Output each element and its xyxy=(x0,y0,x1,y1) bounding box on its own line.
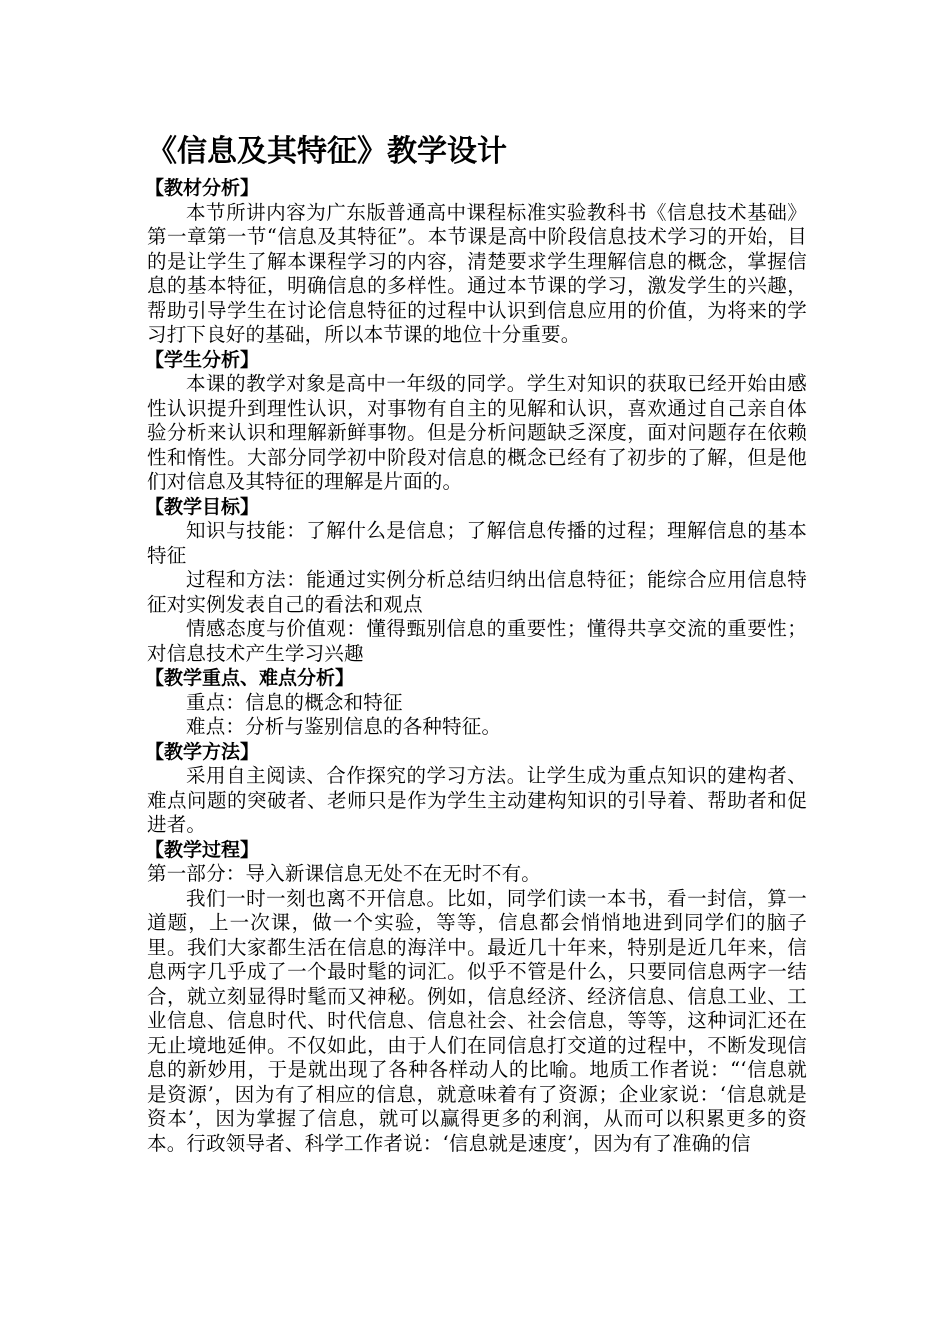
paragraph-process-part1-title: 第一部分：导入新课信息无处不在无时不有。 xyxy=(147,862,542,885)
section-heading-key-points: 【教学重点、难点分析】 xyxy=(145,667,355,689)
section-heading-textbook-analysis: 【教材分析】 xyxy=(145,177,260,199)
section-heading-teaching-process: 【教学过程】 xyxy=(145,838,260,861)
paragraph-student-analysis: 本课的教学对象是高中一年级的同学。学生对知识的获取已经开始由感性认识提升到理性认识，对事物有自主的见解和认识，喜欢通过自己亲自体验分析来认识和理解新鲜事物。但是分析问题缺乏深度，面对问题存在依赖性和惰性。大部分同学初中阶段对信息的概念已经有了初步的了解，但是他们对信息及其特征的理解是片面的。 xyxy=(147,372,807,493)
paragraph-teaching-methods: 采用自主阅读、合作探究的学习方法。让学生成为重点知识的建构者、难点问题的突破者、老师只是作为学生主动建构知识的引导着、帮助者和促进者。 xyxy=(147,764,807,836)
section-heading-teaching-methods: 【教学方法】 xyxy=(145,740,260,763)
paragraph-difficult-point: 难点：分析与鉴别信息的各种特征。 xyxy=(186,715,502,738)
section-heading-student-analysis: 【学生分析】 xyxy=(145,348,260,371)
paragraph-textbook-analysis: 本节所讲内容为广东版普通高中课程标准实验教科书《信息技术基础》第一章第一节“信息及其特征”。本节课是高中阶段信息技术学习的开始，目的是让学生了解本课程学习的内容，清楚要求学生理解信息的概念，掌握信息的基本特征，明确信息的多样性。通过本节课的学习，激发学生的兴趣，帮助引导学生在讨论信息特征的过程中认识到信息应用的价值，为将来的学习打下良好的基础，所以本节课的地位十分重要。 xyxy=(147,200,807,346)
paragraph-process-intro: 我们一时一刻也离不开信息。比如，同学们读一本书，看一封信，算一道题，上一次课，做一个实验，等等，信息都会悄悄地进到同学们的脑子里。我们大家都生活在信息的海洋中。最近几十年来，特别是近几年来，信息两字几乎成了一个最时髦的词汇。似乎不管是什么，只要同信息两字一结合，就立刻显得时髦而又神秘。例如，信息经济、经济信息、信息工业、工业信息、信息时代、时代信息、信息社会、社会信息，等等，这种词汇还在无止境地延伸。不仅如此，由于人们在同信息打交道的过程中，不断发现信息的新妙用，于是就出现了各种各样动人的比喻。地质工作者说：“‘信息就是资源’，因为有了相应的信息，就意味着有了资源；企业家说：‘信息就是资本’，因为掌握了信息，就可以赢得更多的利润，从而可以积累更多的资本。行政领导者、科学工作者说：‘信息就是速度’，因为有了准确的信 xyxy=(147,886,807,1155)
paragraph-goal-attitude: 情感态度与价值观：懂得甄别信息的重要性；懂得共享交流的重要性；对信息技术产生学习兴趣 xyxy=(147,617,807,665)
document-title: 《信息及其特征》教学设计 xyxy=(147,134,507,169)
paragraph-goal-process: 过程和方法：能通过实例分析总结归纳出信息特征；能综合应用信息特征对实例发表自己的看法和观点 xyxy=(147,568,807,616)
section-heading-teaching-goals: 【教学目标】 xyxy=(145,495,260,518)
document-page xyxy=(147,130,807,1156)
paragraph-key-point: 重点：信息的概念和特征 xyxy=(186,690,403,714)
paragraph-goal-knowledge: 知识与技能：了解什么是信息；了解信息传播的过程；理解信息的基本特征 xyxy=(147,519,807,567)
